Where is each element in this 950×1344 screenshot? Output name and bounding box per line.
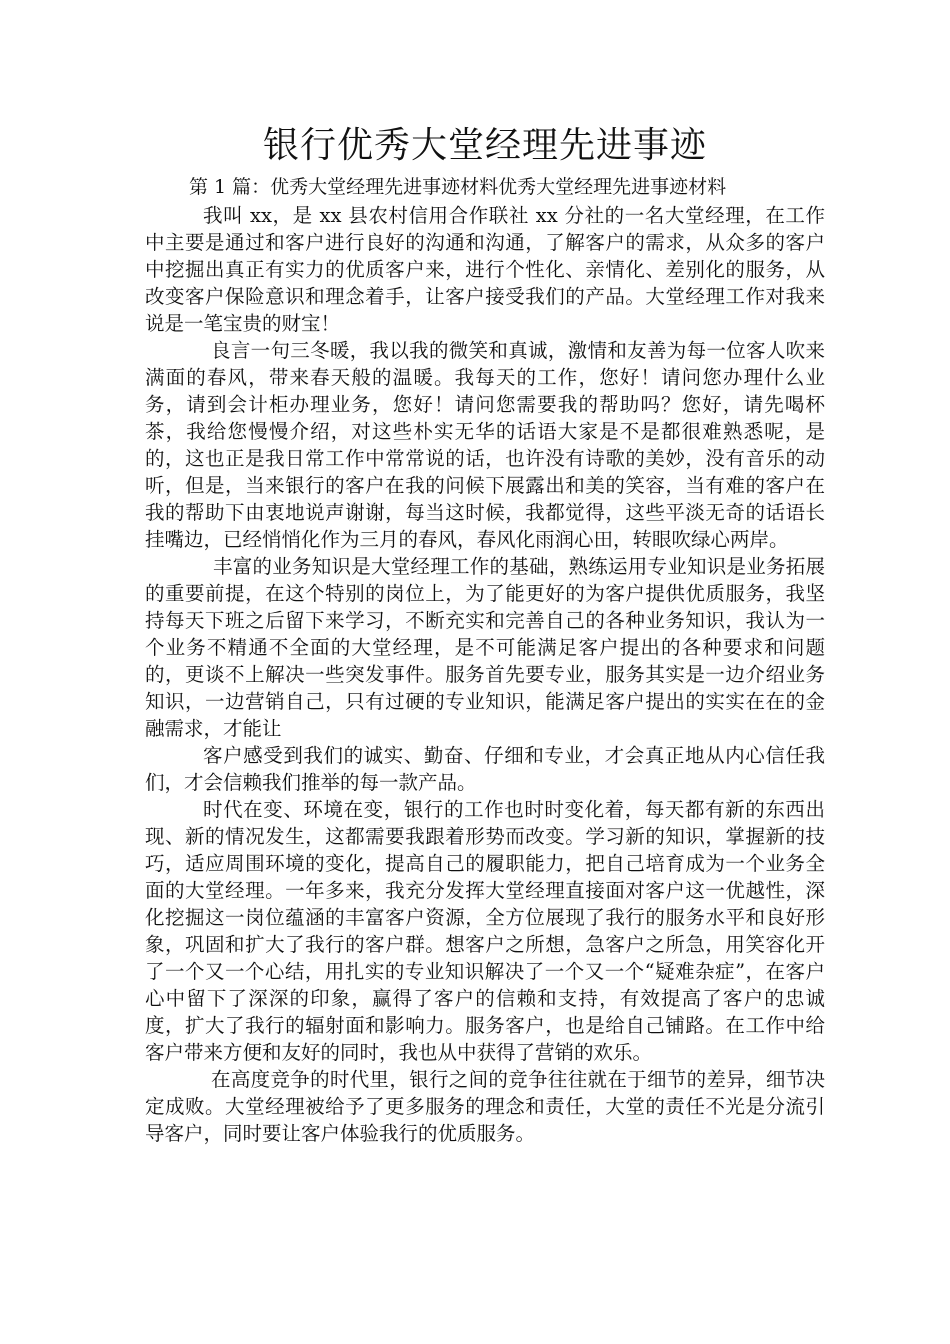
document-page xyxy=(145,120,825,1147)
paragraph-5: 时代在变、环境在变，银行的工作也时时变化着，每天都有新的东西出现、新的情况发生，这都需要我跟着形势而改变。学习新的知识，掌握新的技巧，适应周围环境的变化，提高自己的履职能力，把自己培育成为一个业务全面的大堂经理。一年多来，我充分发挥大堂经理直接面对客户这一优越性，深化挖掘这一岗位蕴涵的丰富客户资源，全方位展现了我行的服务水平和良好形象，巩固和扩大了我行的客户群。想客户之所想，急客户之所急，用笑容化开了一个又一个心结，用扎实的专业知识解决了一个又一个“疑难杂症”，在客户心中留下了深深的印象，赢得了客户的信赖和支持，有效提高了客户的忠诚度，扩大了我行的辐射面和影响力。服务客户，也是给自己铺路。在工作中给客户带来方便和友好的同时，我也从中获得了营销的欢乐。 xyxy=(145,798,825,1064)
paragraph-3: 丰富的业务知识是大堂经理工作的基础，熟练运用专业知识是业务拓展的重要前提，在这个特别的岗位上，为了能更好的为客户提供优质服务，我坚持每天下班之后留下来学习，不断充实和完善自己的各种业务知识，我认为一个业务不精通不全面的大堂经理，是不可能满足客户提出的各种要求和问题的，更谈不上解决一些突发事件。服务首先要专业，服务其实是一边介绍业务知识，一边营销自己，只有过硬的专业知识，能满足客户提出的实实在在的金融需求，才能让 xyxy=(145,555,825,740)
document-title: 银行优秀大堂经理先进事迹 xyxy=(262,125,707,166)
paragraph-1: 我叫 xx，是 xx 县农村信用合作联社 xx 分社的一名大堂经理，在工作中主要是通过和客户进行良好的沟通和沟通，了解客户的需求，从众多的客户中挖掘出真正有实力的优质客户来，进行个性化、亲情化、差别化的服务，从改变客户保险意识和理念着手，让客户接受我们的产品。大堂经理工作对我来说是一笔宝贵的财宝！ xyxy=(145,204,825,335)
paragraph-6: 在高度竞争的时代里，银行之间的竞争往往就在于细节的差异，细节决定成败。大堂经理被给予了更多服务的理念和责任，大堂的责任不光是分流引导客户，同时要让客户体验我行的优质服务。 xyxy=(145,1068,825,1145)
paragraph-2: 良言一句三冬暖，我以我的微笑和真诚，激情和友善为每一位客人吹来满面的春风，带来春天般的温暖。我每天的工作，您好！请问您办理什么业务，请到会计柜办理业务，您好！请问您需要我的帮助吗？您好，请先喝杯茶，我给您慢慢介绍，对这些朴实无华的话语大家是不是都很难熟悉呢，是的，这也正是我日常工作中常常说的话，也许没有诗歌的美妙，没有音乐的动听，但是，当来银行的客户在我的问候下展露出和美的笑容，当有难的客户在我的帮助下由衷地说声谢谢，每当这时候，我都觉得，这些平淡无奇的话语长挂嘴边，已经悄悄化作为三月的春风，春风化雨润心田，转眼吹绿心两岸。 xyxy=(145,339,825,551)
document-subtitle: 第 1 篇：优秀大堂经理先进事迹材料优秀大堂经理先进事迹材料 xyxy=(189,176,727,198)
paragraph-4: 客户感受到我们的诚实、勤奋、仔细和专业，才会真正地从内心信任我们，才会信赖我们推举的每一款产品。 xyxy=(145,744,825,794)
